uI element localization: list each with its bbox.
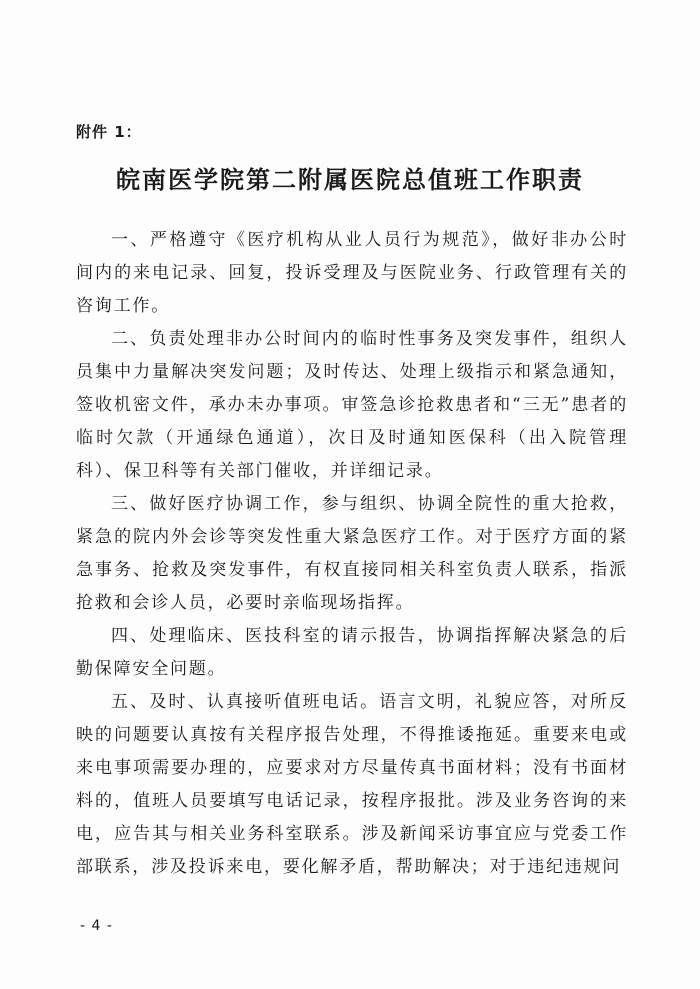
duty-paragraph-5: 五、及时、认真接听值班电话。语言文明，礼貌应答，对所反映的问题要认真按有关程序报告处理，不得推诿拖延。重要来电或来电事项需要办理的，应要求对方尽量传真书面材料；没有书面材料的，值班人员要填写电话记录，按程序报批。涉及业务咨询的来电，应告其与相关业务科室联系。涉及新闻采访事宜应与党委工作部联系，涉及投诉来电，要化解矛盾，帮助解决；对于违纪违规问: [76, 692, 628, 877]
duty-paragraph-3: 三、做好医疗协调工作，参与组织、协调全院性的重大抢救，紧急的院内外会诊等突发性重大紧急医疗工作。对于医疗方面的紧急事务、抢救及突发事件，有权直接同相关科室负责人联系，指派抢救和会诊人员，必要时亲临现场指挥。: [76, 494, 628, 613]
duty-paragraph-4: 四、处理临床、医技科室的请示报告，协调指挥解决紧急的后勤保障安全问题。: [76, 626, 628, 679]
duty-paragraph-1: 一、严格遵守《医疗机构从业人员行为规范》，做好非办公时间内的来电记录、回复，投诉受理及与医院业务、行政管理有关的咨询工作。: [76, 230, 628, 316]
page-number: - 4 -: [80, 918, 113, 934]
duty-paragraph-2: 二、负责处理非办公时间内的临时性事务及突发事件，组织人员集中力量解决突发问题；及时传达、处理上级指示和紧急通知，签收机密文件，承办未办事项。审签急诊抢救患者和“三无”患者的临时欠款（开通绿色通道），次日及时通知医保科（出入院管理科）、保卫科等有关部门催收，并详细记录。: [76, 329, 628, 481]
attachment-label: 附件 1：: [76, 123, 142, 141]
document-title: 皖南医学院第二附属医院总值班工作职责: [116, 166, 584, 194]
document-body: [76, 224, 628, 884]
